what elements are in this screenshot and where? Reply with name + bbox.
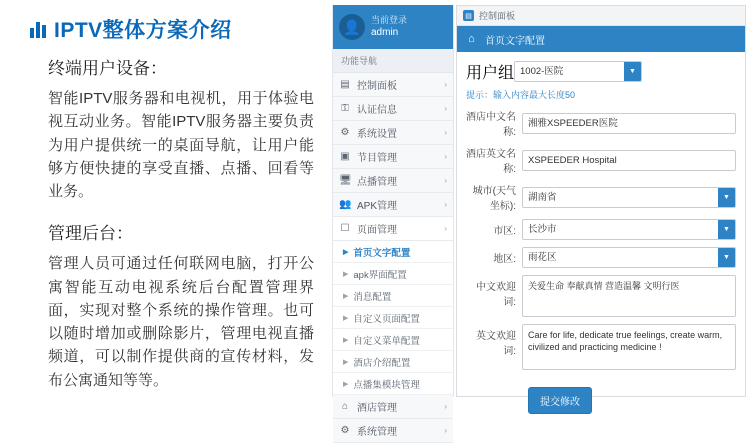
province-row	[466, 219, 736, 240]
sidebar-item-label: 控制面板	[357, 81, 397, 92]
chevron-right-icon: ›	[444, 426, 447, 435]
en-name-label: 酒店英文名称:	[466, 149, 516, 175]
sidebar-subitem-home-text-config[interactable]	[333, 241, 453, 263]
city-value: 湖南省	[528, 191, 557, 203]
triangle-right-icon: ▶	[343, 380, 349, 388]
cn-name-input[interactable]: 湘雅XSPEEDER医院	[522, 113, 736, 134]
bar-chart-icon	[30, 20, 46, 38]
sidebar-item-label: APK管理	[357, 201, 398, 212]
sidebar-subitem-label: 首页文字配置	[353, 247, 411, 259]
district-value: 雨花区	[528, 252, 557, 263]
cn-name-label: 酒店中文名称:	[466, 112, 516, 138]
user-group-value: 1002-医院	[520, 66, 564, 77]
cn-welcome-textarea[interactable]: 关爱生命 奉献真情 营造温馨 文明行医	[522, 275, 736, 317]
chevron-right-icon: ›	[444, 200, 447, 209]
district-label: 地区:	[493, 254, 516, 265]
triangle-right-icon: ▶	[343, 292, 349, 300]
user-avatar-icon: 👤	[339, 14, 365, 40]
sidebar-username: admin	[371, 27, 399, 39]
sidebar-subitem-custom-menu-config[interactable]	[333, 329, 453, 351]
en-name-input[interactable]: XSPEEDER Hospital	[522, 150, 736, 171]
breadcrumb-label: 首页文字配置	[485, 35, 545, 47]
user-group-row	[466, 60, 736, 83]
chevron-right-icon: ›	[444, 80, 447, 89]
article-heading-1: 终端用户设备：	[48, 59, 167, 78]
chevron-right-icon: ›	[444, 176, 447, 185]
length-hint: 提示：输入内容最大长度50	[466, 90, 576, 100]
building-icon: ⌂	[341, 401, 349, 412]
sidebar-login-label: 当前登录	[371, 14, 408, 25]
dashboard-icon: ▤	[463, 10, 474, 21]
en-welcome-label: 英文欢迎词:	[476, 331, 516, 357]
en-welcome-textarea[interactable]: Care for life, dedicate true feelings, create warm, civilized and practicing medicine !	[522, 324, 736, 370]
sidebar-subitem-apk-ui-config[interactable]	[333, 263, 453, 285]
en-name-row	[466, 145, 736, 175]
sidebar-item-dashboard[interactable]	[333, 73, 453, 97]
sidebar-subitem-custom-page-config[interactable]	[333, 307, 453, 329]
cn-welcome-row	[466, 275, 736, 317]
sidebar-section-label: 功能导航	[333, 49, 453, 73]
sidebar-item-vod[interactable]	[333, 169, 453, 193]
district-row	[466, 247, 736, 268]
article-heading-2: 管理后台：	[48, 224, 133, 244]
chevron-down-icon[interactable]: ▼	[718, 220, 735, 239]
sidebar-subitem-message-config[interactable]	[333, 285, 453, 307]
page-title: IPTV整体方案介绍	[54, 19, 232, 42]
triangle-right-icon: ▶	[343, 314, 349, 322]
sidebar-item-label: 酒店管理	[357, 403, 397, 414]
film-icon: ▣	[340, 151, 350, 162]
sidebar-subitem-label: 自定义页面配置	[353, 313, 420, 325]
city-select[interactable]	[522, 187, 736, 208]
sidebar-subitem-vod-module-management[interactable]	[333, 373, 453, 395]
chevron-down-icon[interactable]: ▼	[718, 248, 735, 267]
sidebar-subitem-label: 自定义菜单配置	[353, 335, 420, 347]
province-label: 市区:	[493, 226, 516, 237]
article-column	[0, 0, 330, 400]
dashboard-icon: ▤	[340, 79, 350, 90]
monitor-icon: 🖥	[339, 175, 352, 186]
sidebar-subitem-label: 酒店介绍配置	[353, 357, 411, 369]
sidebar-item-label: 系统管理	[357, 427, 397, 438]
sidebar	[332, 5, 454, 438]
triangle-right-icon: ▶	[343, 336, 349, 344]
sidebar-item-label: 点播管理	[357, 177, 397, 188]
triangle-right-icon: ▶	[343, 270, 349, 278]
settings-icon: ⚙	[340, 425, 350, 436]
sidebar-item-label: 系统设置	[357, 129, 397, 140]
sidebar-item-system-management[interactable]	[333, 419, 453, 443]
submit-button[interactable]: 提交修改	[528, 387, 592, 414]
sidebar-item-system-settings[interactable]	[333, 121, 453, 145]
users-icon: 👥	[339, 199, 352, 210]
user-group-select[interactable]	[514, 61, 642, 82]
sidebar-item-auth[interactable]	[333, 97, 453, 121]
triangle-right-icon: ▶	[343, 358, 349, 366]
province-value: 长沙市	[528, 224, 557, 235]
article-title-row	[30, 14, 314, 44]
chevron-right-icon: ›	[444, 402, 447, 411]
user-group-label: 用户组	[466, 65, 515, 82]
article-paragraph-1: 智能IPTV服务器和电视机，用于体验电视互动业务。智能IPTV服务器主要负责为用户提供统一的桌面导航，让用户能够方便快捷的享受直播、点播、回看等业务。	[48, 90, 314, 200]
chevron-down-icon[interactable]: ▼	[718, 188, 735, 207]
sidebar-item-label: 认证信息	[357, 105, 397, 116]
sidebar-item-apk[interactable]	[333, 193, 453, 217]
sidebar-item-program[interactable]	[333, 145, 453, 169]
sidebar-item-page-management[interactable]	[333, 217, 453, 241]
sidebar-user-header[interactable]	[333, 5, 453, 49]
panel-topbar	[457, 6, 745, 26]
sidebar-subitem-label: apk界面配置	[353, 269, 407, 281]
home-icon: ⌂	[468, 33, 475, 45]
sidebar-item-label: 页面管理	[357, 225, 397, 236]
cn-name-row	[466, 108, 736, 138]
gear-icon: ⚙	[340, 127, 350, 138]
chevron-right-icon: ›	[444, 104, 447, 113]
sidebar-item-hotel-management[interactable]	[333, 395, 453, 419]
province-select[interactable]	[522, 219, 736, 240]
sidebar-subitem-label: 消息配置	[353, 291, 392, 303]
chevron-right-icon: ›	[444, 224, 447, 233]
key-icon: ⚿	[341, 103, 349, 114]
chevron-down-icon[interactable]: ▼	[624, 62, 641, 81]
city-label: 城市(天气坐标):	[472, 186, 516, 212]
chevron-right-icon: ›	[444, 152, 447, 161]
triangle-right-icon: ▶	[343, 248, 349, 256]
breadcrumb	[457, 26, 745, 52]
window-icon: ☐	[340, 223, 350, 234]
chevron-right-icon: ›	[444, 128, 447, 137]
sidebar-subitem-label: 点播集模块管理	[353, 379, 420, 391]
form-body	[457, 52, 745, 414]
sidebar-item-label: 节目管理	[357, 153, 397, 164]
en-welcome-row	[466, 324, 736, 370]
sidebar-subitem-hotel-intro-config[interactable]	[333, 351, 453, 373]
content-panel	[456, 5, 746, 408]
article-paragraph-2: 管理人员可通过任何联网电脑，打开公寓智能互动电视系统后台配置管理界面，实现对整个系统的操作管理。也可以随时增加或删除影片，管理电视直播频道，可以制作提供商的宣传材料，发布公寓通知等等。	[48, 255, 314, 389]
city-row	[466, 182, 736, 212]
panel-topbar-label: 控制面板	[479, 11, 516, 21]
cn-welcome-label: 中文欢迎词:	[476, 282, 516, 308]
district-select[interactable]	[522, 247, 736, 268]
